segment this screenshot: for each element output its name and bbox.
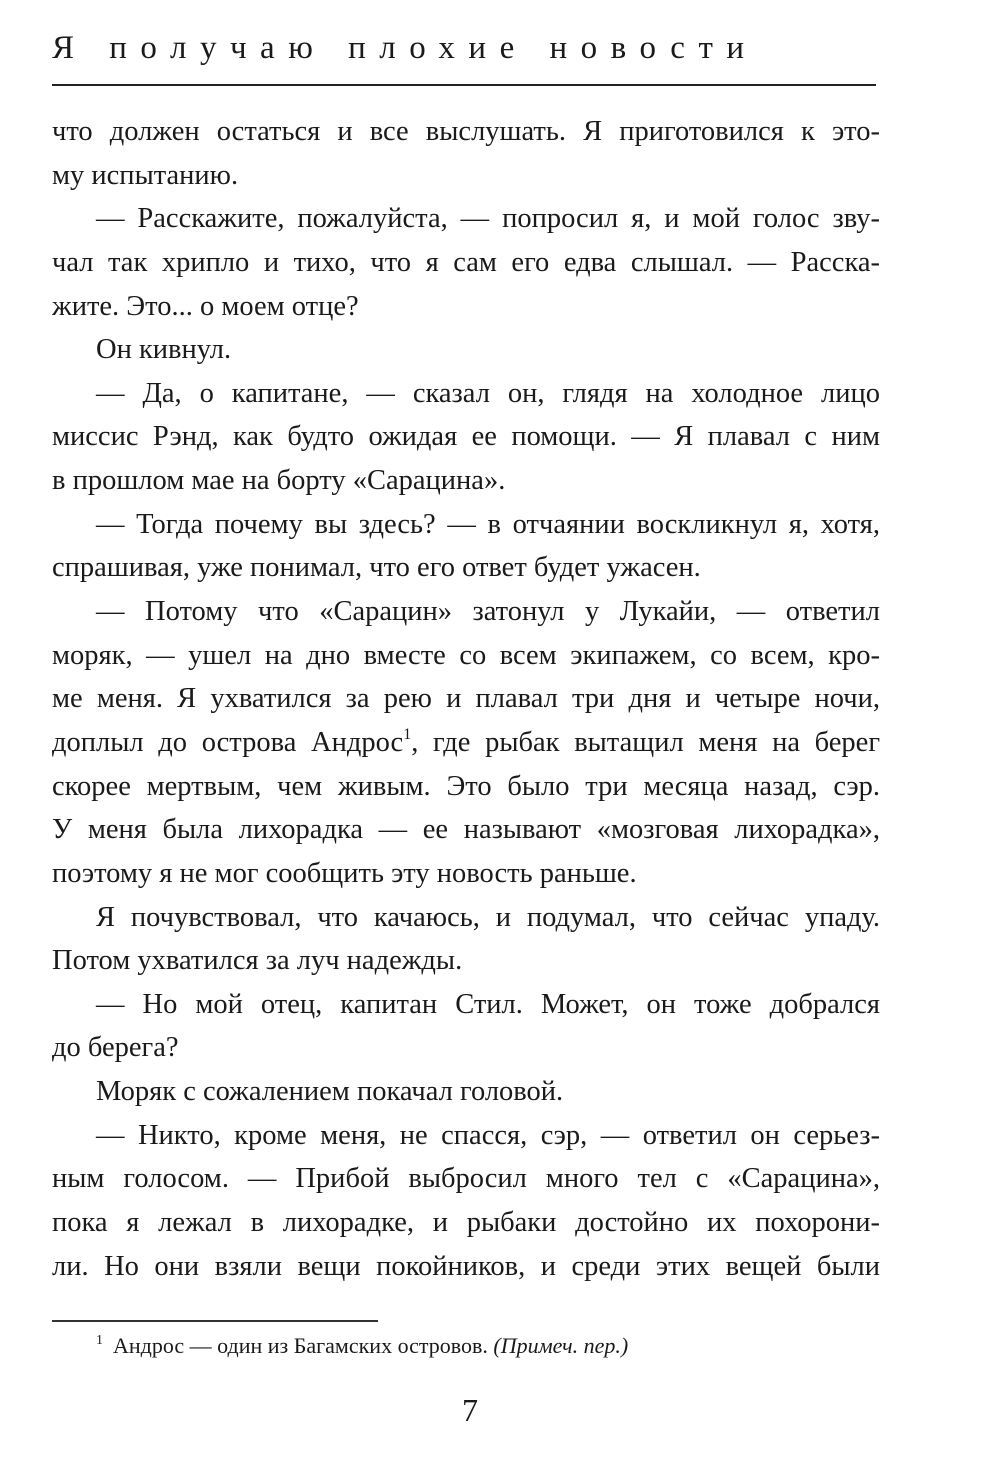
text-line: спрашивая, уже понимал, что его ответ будет ужасен.: [52, 552, 701, 584]
text-line: — Тогда почему вы здесь? — в отчаянии воскликнул я, хотя,: [96, 508, 880, 540]
text-line: — Потому что «Сарацин» затонул у Лукайи, — ответил: [96, 596, 880, 628]
text-line: поэтому я не мог сообщить эту новость раньше.: [52, 857, 637, 889]
footnote-translator-note: (Примеч. пер.): [493, 1333, 629, 1358]
text-line: ным голосом. — Прибой выбросил много тел с «Сарацина»,: [52, 1163, 880, 1195]
text-line: моряк, — ушел на дно вместе со всем экипажем, со всем, кро-: [52, 639, 880, 671]
text-line: в прошлом мае на борту «Сарацина».: [52, 465, 506, 497]
page-number: 7: [462, 1392, 478, 1428]
text-line: чал так хрипло и тихо, что я сам его едва слышал. — Расска-: [52, 246, 880, 278]
text-line: миссис Рэнд, как будто ожидая ее помощи. — Я плавал с ним: [52, 421, 880, 453]
footnote-text: Андрос — один из Багамских островов.: [113, 1333, 488, 1358]
text-line: — Но мой отец, капитан Стил. Может, он тоже добрался: [96, 988, 880, 1020]
text-line: Я почувствовал, что качаюсь, и подумал, что сейчас упаду.: [96, 901, 880, 933]
text-segment: доплыл до острова Андрос: [52, 726, 404, 758]
text-line: жите. Это... о моем отце?: [52, 290, 359, 322]
text-line: му испытанию.: [52, 159, 239, 191]
text-line: Потом ухватился за луч надежды.: [52, 945, 463, 977]
text-line: — Расскажите, пожалуйста, — попросил я, и мой голос зву-: [96, 203, 880, 235]
text-line: ме меня. Я ухватился за рею и плавал три дня и четыре ночи,: [52, 683, 880, 715]
text-line: Он кивнул.: [96, 334, 232, 366]
text-segment: где рыбак вытащил меня на берег: [433, 726, 880, 758]
running-head-title: Я получаю плохие новости: [52, 30, 758, 66]
text-line: ли. Но они взяли вещи покойников, и среди этих вещей были: [52, 1250, 880, 1282]
footnote-marker: 1: [96, 1333, 103, 1348]
footnote-rule: [52, 1320, 378, 1322]
footnote-reference: 1: [403, 725, 412, 743]
text-line: — Никто, кроме меня, не спасся, сэр, — ответил он серьез-: [96, 1119, 880, 1151]
body-text: [52, 110, 880, 1288]
header-rule: [52, 84, 876, 86]
text-line: что должен остаться и все выслушать. Я приготовился к это-: [52, 116, 880, 147]
text-line: — Да, о капитане, — сказал он, глядя на холодное лицо: [96, 377, 880, 409]
footnote: [96, 1331, 628, 1361]
text-line: пока я лежал в лихорадке, и рыбаки достойно их похорони-: [52, 1207, 880, 1239]
text-line: до берега?: [52, 1032, 179, 1064]
text-line-with-footnote: доплыл до острова Андрос$^1$, где рыбак вытащил меня на берег: [52, 725, 880, 758]
text-line: У меня была лихорадка — ее называют «мозговая лихорадка»,: [52, 814, 880, 846]
text-line: Моряк с сожалением покачал головой.: [96, 1076, 564, 1108]
text-line: скорее мертвым, чем живым. Это было три месяца назад, сэр.: [52, 770, 880, 802]
